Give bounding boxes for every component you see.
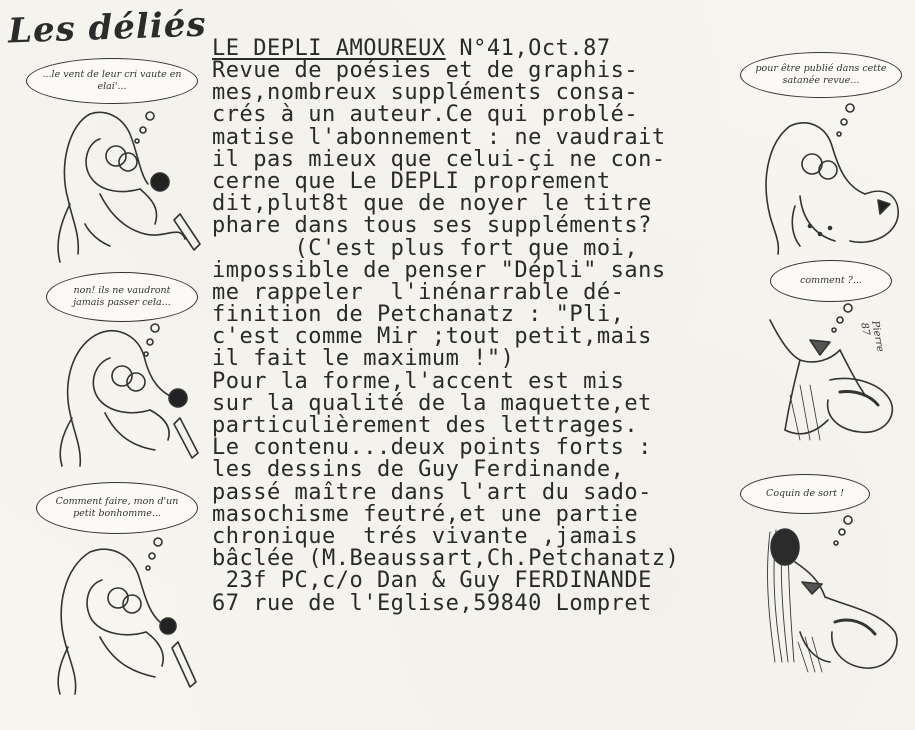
left-speech-bubble-1: ...le vent de leur cri vaute en elai'... — [26, 58, 198, 104]
left-dog-illustration-3 — [30, 532, 210, 697]
review-line: masochisme feutré,et une partie — [212, 501, 639, 527]
review-line: particulièrement des lettrages. — [212, 413, 639, 438]
artist-signature: Pierre 87 — [858, 320, 886, 353]
review-line: 23f PC,c/o Dan & Guy FERDINANDE — [212, 568, 652, 594]
review-line: c'est comme Mir ;tout petit,mais — [212, 324, 652, 350]
review-line: cerne que Le DEPLI proprement — [212, 168, 611, 194]
left-dog-illustration-1 — [30, 104, 210, 264]
review-line: 67 rue de l'Eglise,59840 Lompret — [212, 590, 652, 616]
left-speech-bubble-3: Comment faire, mon d'un petit bonhomme... — [36, 482, 198, 534]
review-line: me rappeler l'inénarrable dé- — [212, 279, 625, 305]
right-woman-illustration-2 — [740, 512, 910, 677]
review-line: passé maître dans l'art du sado- — [212, 479, 652, 505]
review-title: LE DEPLI AMOUREUX — [212, 36, 446, 61]
review-line: Revue de poésies et de graphis- — [212, 58, 639, 83]
review-line: crés à un auteur.Ce qui problé- — [212, 102, 639, 128]
review-line: (C'est plus fort que moi, — [212, 235, 639, 261]
review-line: chronique trés vivante ,jamais — [212, 523, 639, 549]
review-body — [212, 60, 757, 615]
review-line: Pour la forme,l'accent est mis — [212, 368, 625, 394]
review-issue: N°41,Oct.87 — [445, 36, 611, 61]
masthead-logo: Les déliés — [7, 4, 208, 52]
review-line: bâclée (M.Beaussart,Ch.Petchanatz) — [212, 546, 680, 572]
left-speech-bubble-2: non! ils ne vaudront jamais passer cela... — [46, 272, 198, 322]
review-line: phare dans tous ses suppléments? — [212, 213, 652, 239]
right-dog-illustration — [740, 96, 910, 256]
review-line: dit,plut8t que de noyer le titre — [212, 191, 652, 217]
review-line: finition de Petchanatz : "Pli, — [212, 302, 625, 328]
left-dog-illustration-2 — [30, 318, 210, 468]
review-line: matise l'abonnement : ne vaudrait — [212, 124, 666, 150]
right-speech-bubble-1: pour être publié dans cette satanée revue... — [740, 52, 902, 98]
right-speech-bubble-2: comment ?... — [770, 260, 892, 302]
review-line: sur la qualité de la maquette,et — [212, 390, 652, 416]
review-line: Le contenu...deux points forts : — [212, 435, 652, 461]
review-line: il pas mieux que celui-çi ne con- — [212, 146, 666, 172]
review-line: les dessins de Guy Ferdinande, — [212, 457, 625, 483]
review-line: impossible de penser "Dépli" sans — [212, 257, 666, 283]
review-line: il fait le maximum !") — [212, 346, 515, 372]
review-line: mes,nombreux suppléments consa- — [212, 80, 639, 106]
right-woman-illustration-1 — [740, 300, 910, 450]
right-speech-bubble-3: Coquin de sort ! — [740, 474, 870, 514]
